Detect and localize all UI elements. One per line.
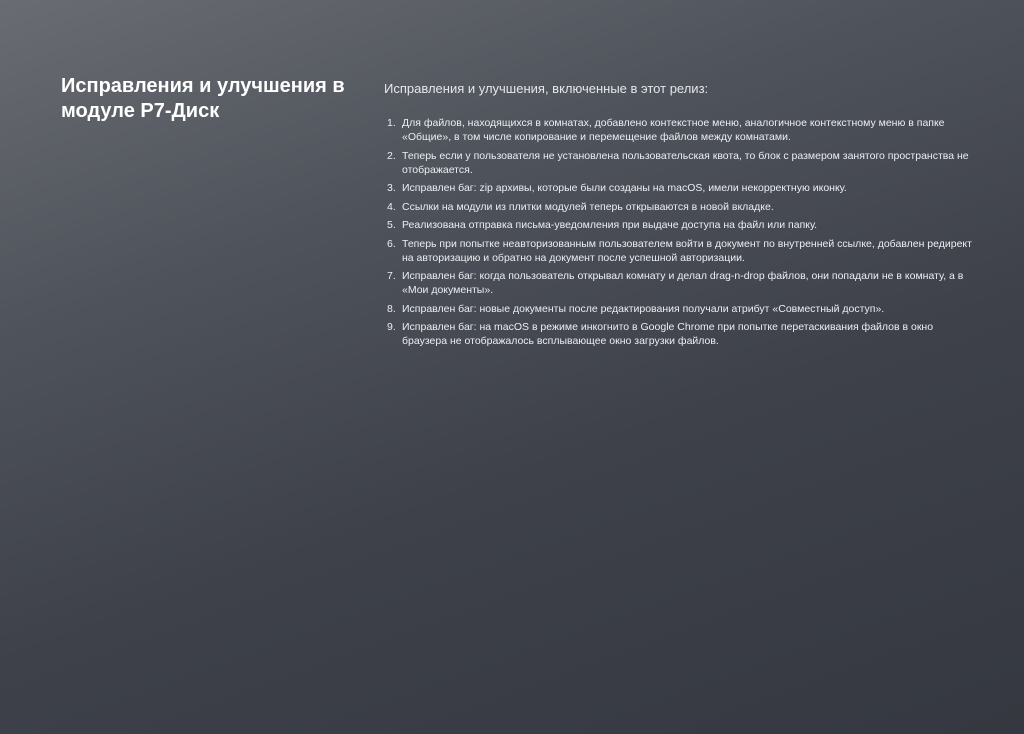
list-item-number: 9. xyxy=(387,321,396,333)
list-item-text: Ссылки на модули из плитки модулей теперь открываются в новой вкладке. xyxy=(402,200,774,213)
release-notes-list xyxy=(384,116,984,348)
list-item-text: Реализована отправка письма-уведомления при выдаче доступа на файл или папку. xyxy=(402,219,818,231)
list-item-number: 3. xyxy=(387,182,396,194)
list-item xyxy=(387,237,972,265)
list-item xyxy=(387,320,972,348)
page-title: Исправления и улучшения в модуле Р7-Диск xyxy=(61,75,345,122)
list-item-text: Исправлен баг: zip архивы, которые были созданы на macOS, имели некорректную иконку. xyxy=(402,182,847,194)
list-item xyxy=(387,302,972,316)
list-item-text: Теперь при попытке неавторизованным пользователем войти в документ по внутренней ссылке, добавлен редирект на авторизацию и обратно на документ после успешной авторизации. xyxy=(402,237,972,264)
list-item-number: 7. xyxy=(387,270,396,282)
list-item-number: 8. xyxy=(387,302,396,315)
list-item xyxy=(387,269,972,297)
list-item-number: 2. xyxy=(387,149,396,162)
list-item-text: Исправлен баг: когда пользователь открывал комнату и делал drag-n-drop файлов, они попадали не в комнату, а в «Мои документы». xyxy=(402,270,964,296)
list-item-text: Исправлен баг: новые документы после редактирования получали атрибут «Совместный доступ». xyxy=(402,302,885,315)
intro-text: Исправления и улучшения, включенные в этот релиз: xyxy=(384,81,709,96)
list-item xyxy=(387,181,972,195)
list-item xyxy=(387,116,972,144)
list-item-number: 6. xyxy=(387,237,396,250)
list-item-text: Для файлов, находящихся в комнатах, добавлено контекстное меню, аналогичное контекстному меню в папке «Общие», в том числе копирование и перемещение файлов между комнатами. xyxy=(402,117,945,143)
list-item-text: Теперь если у пользователя не установлена пользовательская квота, то блок с размером занятого пространства не отображается. xyxy=(402,149,969,176)
list-item xyxy=(387,218,972,232)
list-item-number: 5. xyxy=(387,219,396,231)
title-column xyxy=(61,74,371,124)
list-item-text: Исправлен баг: на macOS в режиме инкогнито в Google Chrome при попытке перетаскивания файлов в окно браузера не отображалось всплывающее окно загрузки файлов. xyxy=(402,321,934,347)
list-item-number: 4. xyxy=(387,200,396,213)
list-item xyxy=(387,200,972,214)
list-item-number: 1. xyxy=(387,117,396,129)
list-item xyxy=(387,149,972,177)
content-column xyxy=(384,80,984,353)
